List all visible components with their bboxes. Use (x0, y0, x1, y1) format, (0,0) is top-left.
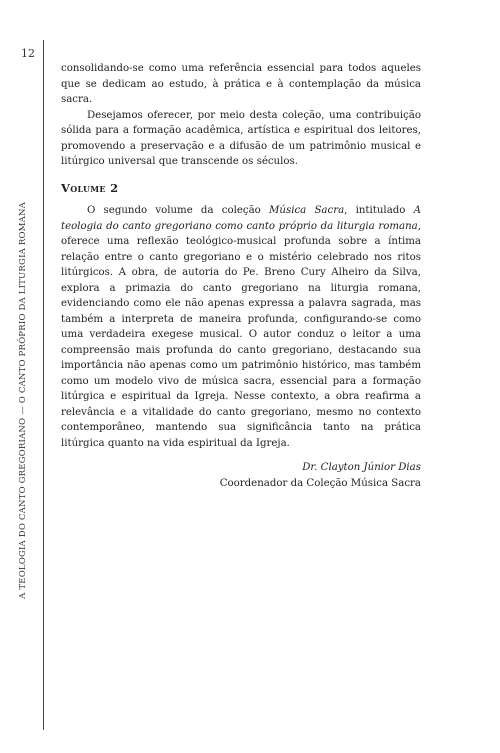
running-head: A TEOLOGIA DO CANTO GREGORIANO — O CANTO PRÓPRIO DA LITURGIA ROMANA (18, 201, 28, 599)
signature-name: Dr. Clayton Júnior Dias (302, 462, 421, 473)
page-number: 12 (21, 47, 35, 60)
paragraph-collection-purpose: Desejamos oferecer, por meio desta coleção, uma contribuição sólida para a formação acadêmica, artística e espiritual dos leitores, promovendo a preservação e a difusão de um patrimônio musical e litúrgico universal que transcende os séculos. (61, 109, 421, 167)
running-head-container (8, 70, 38, 730)
volume-text-mid: , intitulado (344, 205, 414, 216)
volume-text-start: O segundo volume da coleção (87, 205, 269, 216)
section-heading: Volume 2 (61, 180, 119, 195)
paragraph-volume-description (61, 203, 421, 451)
volume-text-rest: , oferece uma reflexão teológico-musical profunda sobre a íntima relação entre o canto gregoriano e o mistério celebrado nos ritos litúrgicos. A obra, de autoria do Pe. Breno Cury Alheiro da Silva, explora a primazia do canto gregoriano na liturgia romana, evidenciando como ele não apenas expressa a palavra sagrada, mas também a interpreta de maneira profunda, configurando-se como uma verdadeira exegese musical. O autor conduz o leitor a uma compreensão mais profunda do canto gregoriano, destacando sua importância não apenas como um patrimônio histórico, mas também como um modelo vivo de música sacra, essencial para a formação litúrgica e espiritual da Igreja. Nesse contexto, a obra reafirma a relevância e a vitalidade do canto gregoriano, mesmo no contexto contemporâneo, mantendo sua significância tanto na prática litúrgica quanto na vida espiritual da Igreja. (61, 220, 421, 449)
paragraph-continuation: consolidando-se como uma referência essencial para todos aqueles que se dedicam ao estudo, à prática e à contemplação da música sacra. (61, 63, 421, 105)
book-title: A teologia do canto gregoriano como canto próprio da liturgia romana (61, 205, 421, 232)
signature-role: Coordenador da Coleção Música Sacra (219, 477, 421, 489)
body-text (61, 61, 421, 491)
signature-block (61, 460, 421, 491)
collection-name: Música Sacra (268, 205, 345, 216)
margin-rule (43, 40, 44, 730)
